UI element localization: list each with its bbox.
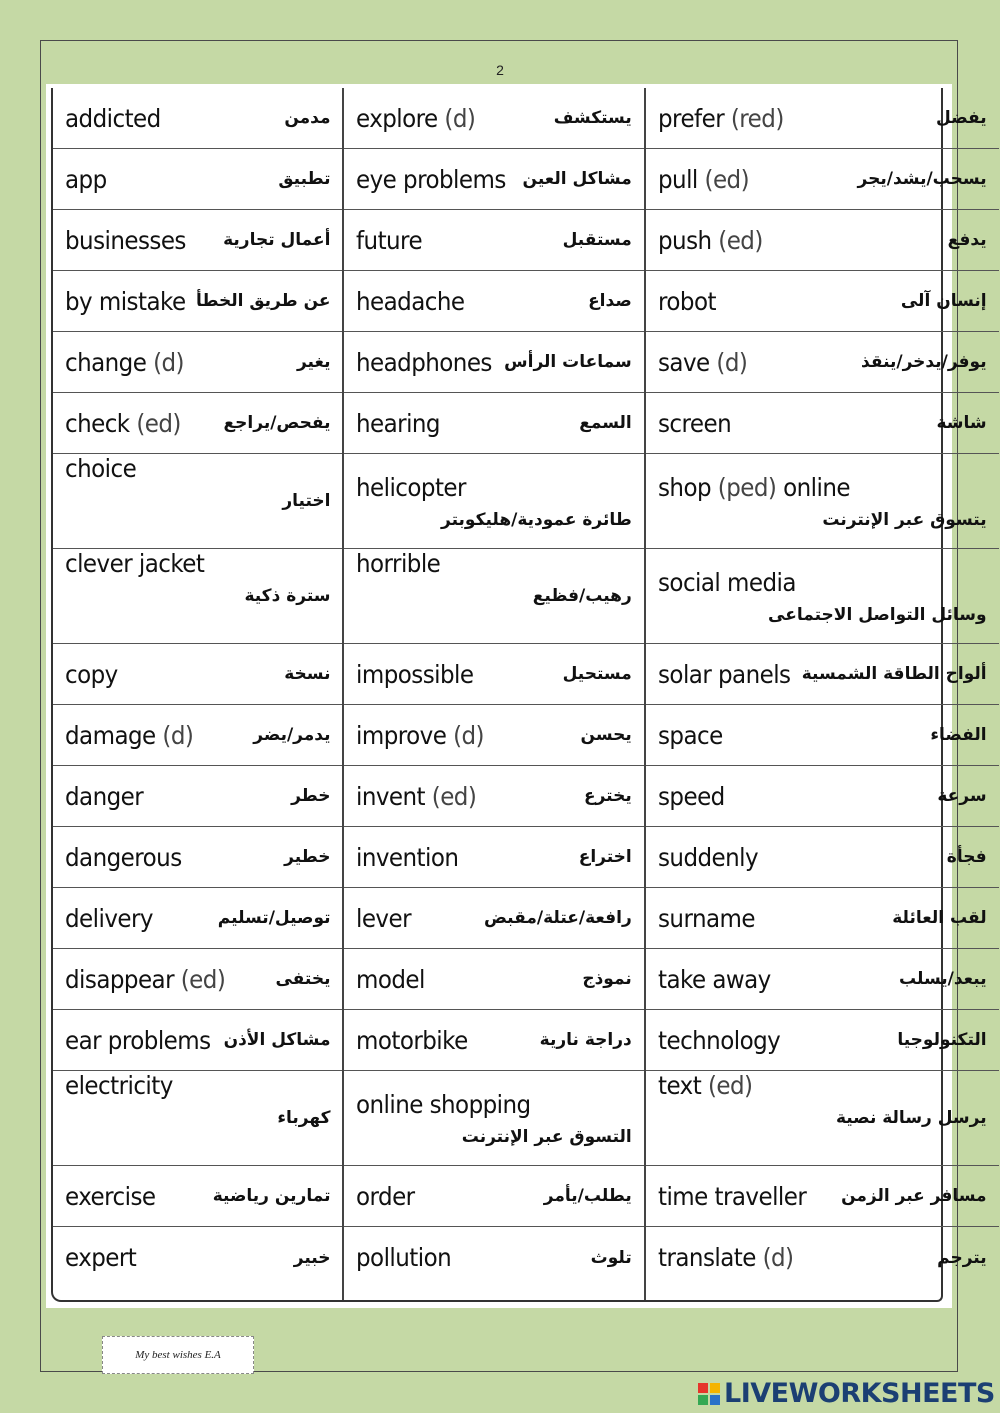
arabic-translation: صداع xyxy=(588,291,632,311)
vocab-cell xyxy=(344,271,643,332)
arabic-translation: كهرباء xyxy=(277,1108,331,1128)
vocabulary-sheet xyxy=(46,84,987,1308)
english-word: disappear (ed) xyxy=(65,964,226,994)
page-number: 2 xyxy=(496,62,504,78)
arabic-translation: دراجة نارية xyxy=(539,1030,632,1050)
arabic-translation: يستكشف xyxy=(553,108,632,128)
vocab-cell xyxy=(344,1071,643,1166)
arabic-translation: يغير xyxy=(296,352,331,372)
arabic-translation: أعمال تجارية xyxy=(223,230,331,250)
vocab-cell xyxy=(344,766,643,827)
english-word: by mistake xyxy=(65,286,186,316)
english-word: online shopping xyxy=(356,1089,532,1119)
vocab-cell xyxy=(344,888,643,949)
arabic-translation: خطير xyxy=(284,847,331,867)
english-word: copy xyxy=(65,659,118,689)
vocab-column-2 xyxy=(342,88,643,1300)
arabic-translation: تطبيق xyxy=(278,169,331,189)
vocab-cell xyxy=(53,271,342,332)
english-word: surname xyxy=(657,903,755,933)
vocab-cell xyxy=(53,1010,342,1071)
vocab-cell xyxy=(53,705,342,766)
vocab-cell xyxy=(646,888,999,949)
english-word: businesses xyxy=(65,225,186,255)
word-suffix: (ed) xyxy=(697,164,749,194)
arabic-translation: يترجم xyxy=(937,1247,987,1268)
english-word: headache xyxy=(356,286,465,316)
liveworksheets-brand[interactable] xyxy=(698,1378,995,1409)
vocab-cell xyxy=(53,949,342,1010)
vocab-cell xyxy=(344,149,643,210)
vocab-cell xyxy=(646,1071,999,1166)
english-word: choice xyxy=(65,454,137,483)
vocab-cell xyxy=(646,644,999,705)
arabic-translation: مشاكل الأذن xyxy=(223,1030,331,1050)
vocab-cell xyxy=(646,393,999,454)
english-word: future xyxy=(356,225,423,255)
arabic-translation: يخترع xyxy=(583,786,632,806)
vocab-cell xyxy=(344,393,643,454)
vocab-cell xyxy=(53,393,342,454)
vocab-cell xyxy=(53,766,342,827)
vocab-cell xyxy=(646,454,999,549)
brand-text: LIVEWORKSHEETS xyxy=(724,1378,995,1409)
arabic-translation: الفضاء xyxy=(930,725,987,745)
vocabulary-table xyxy=(51,88,987,1302)
vocab-cell xyxy=(646,1010,999,1071)
vocab-cell xyxy=(646,149,999,210)
english-word: social media xyxy=(657,567,796,597)
english-word: expert xyxy=(65,1243,137,1272)
word-suffix: (d) xyxy=(446,720,485,750)
vocab-cell xyxy=(646,271,999,332)
arabic-translation: التكنولوجيا xyxy=(897,1030,987,1050)
arabic-translation: يتسوق عبر الإنترنت xyxy=(822,509,987,530)
arabic-translation: خبير xyxy=(293,1247,331,1268)
english-word: motorbike xyxy=(356,1025,469,1055)
english-word: addicted xyxy=(65,103,161,133)
english-word: space xyxy=(657,720,723,750)
vocab-cell xyxy=(646,705,999,766)
english-word: delivery xyxy=(65,903,153,933)
english-word: take away xyxy=(657,964,771,994)
arabic-translation: رهيب/فظيع xyxy=(532,586,632,606)
vocab-cell xyxy=(53,1166,342,1227)
english-word: horrible xyxy=(356,549,441,578)
english-word: ear problems xyxy=(65,1025,211,1055)
english-word: shop (ped) online xyxy=(657,472,850,502)
word-suffix: (d) xyxy=(155,720,194,750)
arabic-translation: نسخة xyxy=(284,664,331,684)
english-word: text (ed) xyxy=(657,1071,753,1100)
word-suffix: (ed) xyxy=(700,1071,753,1100)
vocab-cell xyxy=(344,454,643,549)
arabic-translation: سماعات الرأس xyxy=(504,352,632,372)
english-word: invent (ed) xyxy=(356,781,477,811)
vocab-cell xyxy=(344,1166,643,1227)
vocab-cell xyxy=(344,827,643,888)
english-word: technology xyxy=(657,1025,780,1055)
arabic-translation: ألواح الطاقة الشمسية xyxy=(801,664,987,684)
arabic-translation: فجأة xyxy=(946,847,987,867)
vocab-cell xyxy=(344,1227,643,1288)
word-suffix: (ped) xyxy=(710,472,777,502)
word-suffix: (ed) xyxy=(174,964,226,994)
arabic-translation: اختيار xyxy=(282,491,331,511)
arabic-translation: رافعة/عتلة/مقبض xyxy=(483,908,632,928)
arabic-translation: شاشة xyxy=(936,413,987,433)
liveworksheets-logo-icon xyxy=(698,1383,720,1405)
arabic-translation: سترة ذكية xyxy=(244,586,331,606)
vocab-cell xyxy=(646,332,999,393)
vocab-cell xyxy=(53,454,342,549)
english-word: order xyxy=(356,1181,416,1211)
english-word: time traveller xyxy=(657,1181,807,1211)
english-word: headphones xyxy=(356,347,493,377)
arabic-translation: إنسان آلى xyxy=(900,291,987,311)
vocab-cell xyxy=(646,949,999,1010)
vocab-cell xyxy=(53,149,342,210)
english-word: dangerous xyxy=(65,842,182,872)
vocab-cell xyxy=(344,949,643,1010)
vocab-cell xyxy=(53,210,342,271)
english-word: suddenly xyxy=(657,842,758,872)
vocab-column-1 xyxy=(53,88,342,1300)
english-word: exercise xyxy=(65,1181,156,1211)
vocab-cell xyxy=(646,210,999,271)
arabic-translation: يبعد/يسلب xyxy=(899,969,987,989)
vocab-cell xyxy=(344,705,643,766)
english-word: improve (d) xyxy=(356,720,485,750)
english-word: helicopter xyxy=(356,472,467,502)
arabic-translation: يدفع xyxy=(947,230,987,250)
vocab-cell xyxy=(344,88,643,149)
vocab-cell xyxy=(646,88,999,149)
word-suffix: (d) xyxy=(438,103,476,133)
vocab-cell xyxy=(344,549,643,644)
vocab-cell xyxy=(53,827,342,888)
english-word: change (d) xyxy=(65,347,184,377)
english-word: lever xyxy=(356,903,412,933)
vocab-cell xyxy=(646,549,999,644)
vocab-cell xyxy=(53,549,342,644)
arabic-translation: يسحب/يشد/يجر xyxy=(857,169,987,189)
english-word: solar panels xyxy=(657,659,791,689)
arabic-translation: مسافر عبر الزمن xyxy=(841,1186,987,1206)
vocab-cell xyxy=(646,1227,999,1288)
vocab-cell xyxy=(646,766,999,827)
vocab-cell xyxy=(344,210,643,271)
english-word: model xyxy=(356,964,426,994)
english-word: translate (d) xyxy=(657,1243,794,1272)
english-word: prefer (red) xyxy=(657,103,784,133)
english-word: clever jacket xyxy=(65,549,205,578)
arabic-translation: لقب العائلة xyxy=(892,908,987,928)
vocab-cell xyxy=(646,827,999,888)
arabic-translation: توصيل/تسليم xyxy=(217,908,331,928)
english-word: screen xyxy=(657,408,731,438)
vocab-cell xyxy=(646,1166,999,1227)
arabic-translation: مدمن xyxy=(284,108,331,128)
vocab-cell xyxy=(53,1227,342,1288)
vocab-cell xyxy=(53,88,342,149)
vocab-cell xyxy=(344,1010,643,1071)
arabic-translation: السمع xyxy=(579,413,632,433)
arabic-translation: نموذج xyxy=(582,969,632,989)
english-word: explore (d) xyxy=(356,103,476,133)
word-suffix: (d) xyxy=(755,1243,794,1272)
vocab-cell xyxy=(53,1071,342,1166)
arabic-translation: تلوث xyxy=(590,1247,632,1268)
english-word: danger xyxy=(65,781,144,811)
word-suffix: (ed) xyxy=(711,225,763,255)
english-word: robot xyxy=(657,286,716,316)
arabic-translation: يرسل رسالة نصية xyxy=(835,1108,987,1128)
word-suffix: (d) xyxy=(709,347,748,377)
arabic-translation: يدمر/يضر xyxy=(253,725,331,745)
arabic-translation: مستقبل xyxy=(562,230,632,250)
arabic-translation: يختفى xyxy=(275,969,331,989)
english-word: eye problems xyxy=(356,164,507,194)
arabic-translation: سرعة xyxy=(937,786,987,806)
arabic-translation: يفضل xyxy=(936,108,987,128)
vocab-column-3 xyxy=(644,88,999,1300)
signature-box: My best wishes E.A xyxy=(102,1336,254,1374)
english-word: push (ed) xyxy=(657,225,763,255)
arabic-translation: اختراع xyxy=(578,847,632,867)
arabic-translation: مستحيل xyxy=(562,664,632,684)
arabic-translation: عن طريق الخطأ xyxy=(196,291,331,311)
english-word: damage (d) xyxy=(65,720,194,750)
vocab-cell xyxy=(53,332,342,393)
english-word: app xyxy=(65,164,107,194)
english-word: pollution xyxy=(356,1243,452,1272)
english-word: save (d) xyxy=(657,347,748,377)
arabic-translation: خطر xyxy=(291,786,331,806)
arabic-translation: يطلب/يأمر xyxy=(543,1186,632,1206)
arabic-translation: مشاكل العين xyxy=(522,169,632,189)
arabic-translation: يوفر/يدخر/ينقذ xyxy=(861,352,987,372)
word-suffix: (ed) xyxy=(129,408,181,438)
arabic-translation: التسوق عبر الإنترنت xyxy=(461,1126,632,1147)
english-word: hearing xyxy=(356,408,441,438)
word-suffix: (red) xyxy=(723,103,784,133)
vocab-cell xyxy=(53,888,342,949)
english-word: electricity xyxy=(65,1071,173,1100)
english-word: speed xyxy=(657,781,725,811)
vocab-cell xyxy=(344,332,643,393)
english-word: check (ed) xyxy=(65,408,181,438)
arabic-translation: يفحص/يراجع xyxy=(223,413,331,433)
english-word: pull (ed) xyxy=(657,164,749,194)
arabic-translation: طائرة عمودية/هليكوبتر xyxy=(441,509,632,530)
arabic-translation: وسائل التواصل الاجتماعى xyxy=(768,604,987,625)
english-word: impossible xyxy=(356,659,474,689)
vocab-cell xyxy=(344,644,643,705)
arabic-translation: يحسن xyxy=(580,725,632,745)
english-word: invention xyxy=(356,842,459,872)
vocab-cell xyxy=(53,644,342,705)
word-suffix: (ed) xyxy=(425,781,477,811)
arabic-translation: تمارين رياضية xyxy=(212,1186,331,1206)
word-suffix: (d) xyxy=(146,347,184,377)
